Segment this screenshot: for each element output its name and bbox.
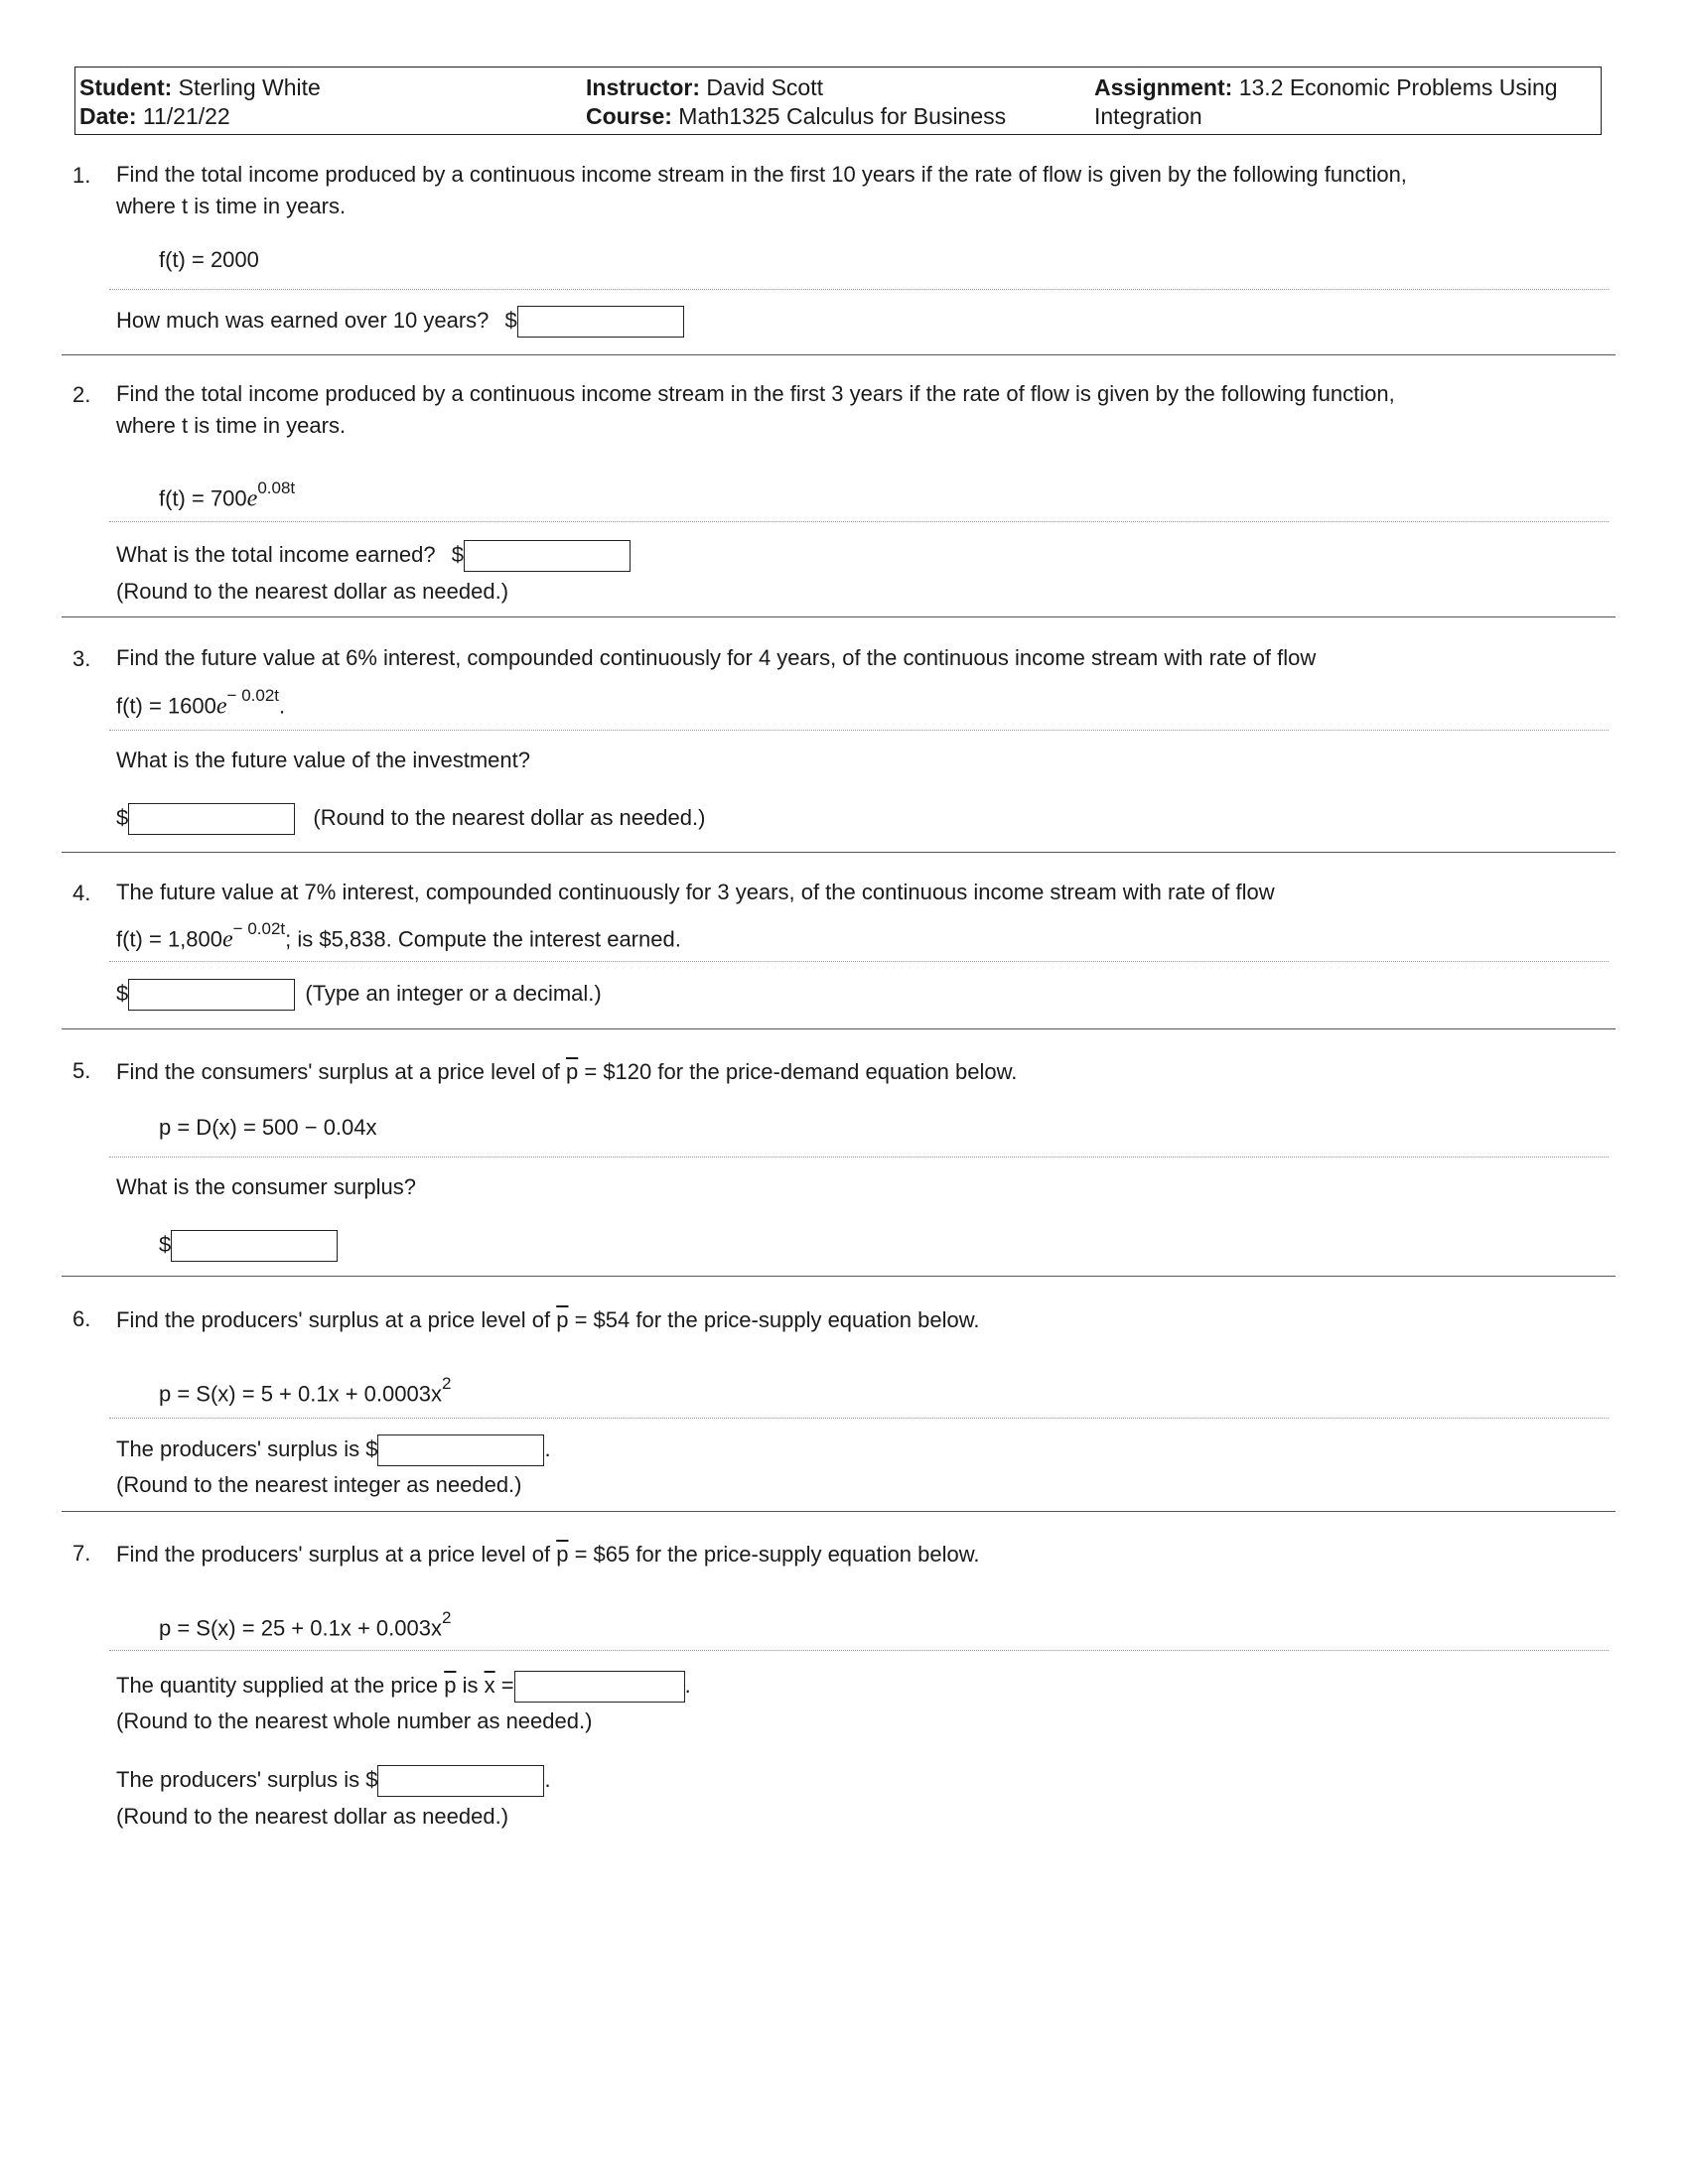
answer-row [116, 1433, 551, 1466]
surplus-prompt: The producers' surplus is $ [116, 1767, 378, 1792]
question-divider [62, 1276, 1616, 1277]
rounding-note: (Round to the nearest dollar as needed.) [313, 805, 706, 830]
assignment-title: 13.2 Economic Problems Using [1238, 74, 1558, 100]
header-student-col [79, 73, 321, 131]
function-exponent: − 0.02t [226, 686, 280, 705]
currency-sign: $ [116, 981, 129, 1006]
question-text: The future value at 7% interest, compounded continuously for 3 years, of the continuous income stream with rate of flow [116, 880, 1275, 904]
p-bar: $\overline{p}$ [444, 1673, 457, 1698]
currency-sign: $ [451, 542, 464, 567]
rounding-note: (Round to the nearest dollar as needed.) [116, 579, 509, 604]
answer-input[interactable] [517, 306, 684, 338]
demand-equation: p = D(x) = 500 − 0.04x [159, 1115, 377, 1140]
question-divider [62, 1511, 1616, 1512]
question-number: 3. [72, 646, 91, 671]
supply-equation-text: p = S(x) = 25 + 0.1x + 0.003x [159, 1615, 442, 1641]
answer-prompt: How much was earned over 10 years? [116, 308, 490, 333]
question-divider [62, 616, 1616, 617]
function-e: e [246, 485, 258, 512]
question-text: Find the total income produced by a continuous income stream in the first 10 years if the rate of flow is given by the following function, [116, 162, 1407, 187]
currency-sign: $ [504, 308, 517, 333]
quantity-prompt-mid: is [462, 1673, 479, 1698]
question-text-post: = $65 for the price-supply equation below. [574, 1542, 980, 1567]
question-text-cont: where t is time in years. [116, 413, 347, 438]
question-text-cont: where t is time in years. [116, 194, 347, 218]
answer-row [116, 305, 684, 338]
question-text-pre: Find the producers' surplus at a price level of [116, 1307, 551, 1332]
p-bar: $\overline{p}$ [556, 1307, 569, 1332]
question-divider [62, 354, 1616, 355]
question-text-post: = $54 for the price-supply equation below. [574, 1307, 980, 1332]
question-number: 2. [72, 382, 91, 407]
prompt-end: . [544, 1436, 551, 1461]
answer-input[interactable] [128, 803, 295, 835]
instructor-name: David Scott [706, 74, 823, 100]
quantity-answer-row [116, 1670, 691, 1703]
rounding-note: (Round to the nearest whole number as needed.) [116, 1708, 593, 1733]
question-number: 4. [72, 881, 91, 905]
quantity-prompt-end: . [684, 1673, 691, 1698]
question-text-pre: Find the consumers' surplus at a price level of [116, 1059, 560, 1084]
supply-equation-text: p = S(x) = 5 + 0.1x + 0.0003x [159, 1381, 442, 1407]
question-text [116, 1539, 979, 1570]
question-number: 1. [72, 163, 91, 188]
answer-input[interactable] [171, 1230, 338, 1262]
surplus-answer-row [116, 1764, 551, 1797]
student-label: Student: [79, 74, 173, 100]
equation-exponent: 2 [441, 1608, 452, 1627]
dotted-divider [109, 1418, 1609, 1419]
answer-row [159, 1229, 338, 1262]
question-text-post: = $120 for the price-demand equation below. [584, 1059, 1018, 1084]
answer-input[interactable] [377, 1434, 544, 1466]
answer-prompt: What is the total income earned? [116, 542, 436, 567]
surplus-prompt-end: . [544, 1767, 551, 1792]
p-bar: $\overline{p}$ [556, 1542, 569, 1567]
rounding-note: (Round to the nearest dollar as needed.) [116, 1804, 509, 1829]
function-exponent: − 0.02t [232, 919, 286, 938]
supply-equation [159, 1372, 451, 1409]
question-text: Find the total income produced by a continuous income stream in the first 3 years if the rate of flow is given by the following function, [116, 381, 1395, 406]
question-text [116, 1056, 1017, 1087]
function [159, 477, 295, 514]
question-divider [62, 852, 1616, 853]
question-number: 7. [72, 1541, 91, 1566]
currency-sign: $ [159, 1232, 172, 1257]
equation-exponent: 2 [441, 1374, 452, 1393]
student-name: Sterling White [178, 74, 321, 100]
quantity-input[interactable] [514, 1671, 685, 1703]
quantity-prompt-pre: The quantity supplied at the price [116, 1673, 439, 1698]
header-assignment-col [1094, 73, 1558, 131]
answer-row [116, 539, 631, 572]
dotted-divider [109, 1157, 1609, 1158]
surplus-input[interactable] [377, 1765, 544, 1797]
course-label: Course: [586, 103, 672, 129]
header-instructor-col [586, 73, 1006, 131]
answer-prompt: The producers' surplus is $ [116, 1436, 378, 1461]
function: f(t) = 2000 [159, 247, 259, 272]
question-text-pre: Find the producers' surplus at a price level of [116, 1542, 551, 1567]
question-text [116, 1304, 979, 1335]
type-note: (Type an integer or a decimal.) [305, 981, 602, 1006]
function-e: e [222, 926, 233, 953]
quantity-prompt-eq: = [500, 1673, 514, 1698]
header-box [74, 67, 1602, 135]
question-number: 6. [72, 1306, 91, 1331]
function-base: f(t) = 1600 [116, 693, 216, 719]
answer-input[interactable] [464, 540, 631, 572]
assignment-title-cont: Integration [1094, 103, 1202, 129]
function-exponent: 0.08t [257, 478, 296, 497]
assignment-label: Assignment: [1094, 74, 1233, 100]
dotted-divider [109, 961, 1609, 962]
function [116, 684, 285, 722]
function-end: . [279, 693, 286, 719]
supply-equation [159, 1606, 451, 1643]
rounding-note: (Round to the nearest integer as needed.) [116, 1472, 522, 1497]
question-text: Find the future value at 6% interest, compounded continuously for 4 years, of the continuous income stream with rate of flow [116, 645, 1317, 670]
dotted-divider [109, 289, 1609, 290]
question-number: 5. [72, 1058, 91, 1083]
answer-row [116, 978, 602, 1011]
p-bar: $\overline{p}$ [565, 1059, 579, 1084]
function [116, 917, 681, 955]
date-label: Date: [79, 103, 137, 129]
function-e: e [215, 693, 227, 720]
x-bar: $\overline{x}$ [484, 1673, 495, 1698]
function-end: ; is $5,838. Compute the interest earned. [285, 926, 681, 952]
instructor-label: Instructor: [586, 74, 700, 100]
dotted-divider [109, 521, 1609, 522]
answer-input[interactable] [128, 979, 295, 1011]
date-value: 11/21/22 [142, 103, 230, 129]
question-divider [62, 1028, 1616, 1029]
course-name: Math1325 Calculus for Business [678, 103, 1007, 129]
answer-row [116, 802, 705, 835]
answer-prompt: What is the future value of the investment? [116, 748, 531, 772]
dotted-divider [109, 1650, 1609, 1651]
dotted-divider [109, 730, 1609, 731]
currency-sign: $ [116, 805, 129, 830]
function-base: f(t) = 1,800 [116, 926, 223, 952]
answer-prompt: What is the consumer surplus? [116, 1174, 417, 1199]
function-base: f(t) = 700 [159, 485, 247, 511]
